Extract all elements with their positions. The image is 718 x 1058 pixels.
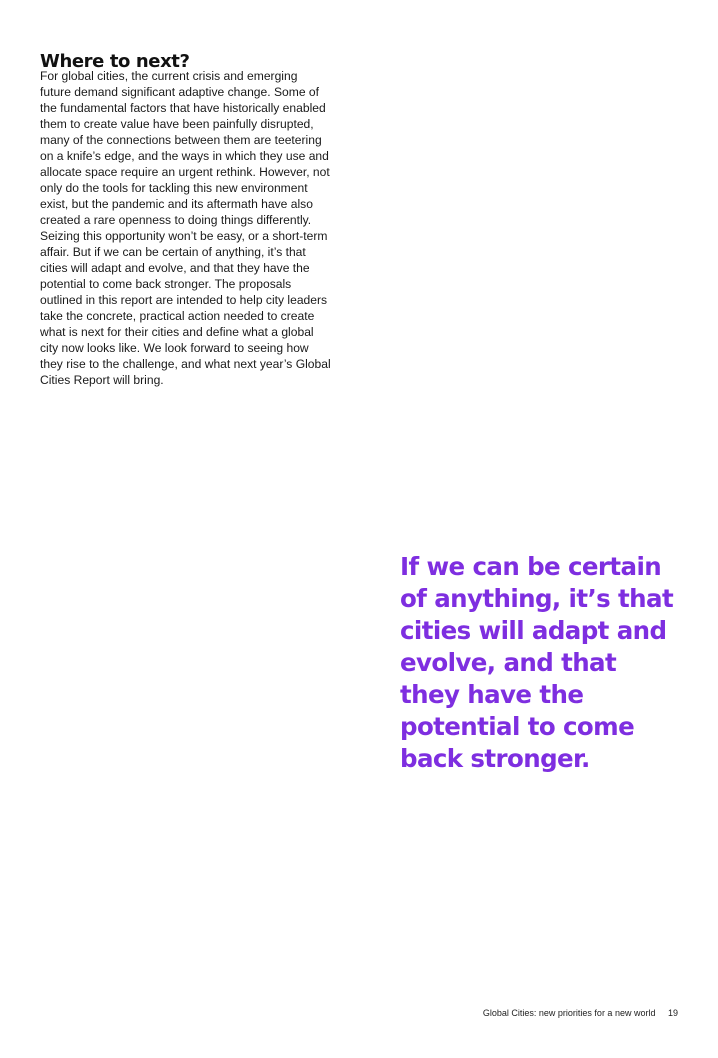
body-line: future demand significant adaptive change. Some of (40, 85, 320, 99)
quote-line: of anything, it’s that (400, 584, 674, 613)
body-line: outlined in this report are intended to help city leaders (40, 293, 328, 307)
body-line: exist, but the pandemic and its aftermath have also (40, 197, 313, 211)
section-heading: Where to next? (40, 50, 190, 72)
quote-line: they have the (400, 680, 584, 709)
body-line: city now looks like. We look forward to seeing how (40, 341, 309, 355)
body-line: take the concrete, practical action needed to create (40, 309, 315, 323)
page-number: 19 (667, 1008, 678, 1018)
body-paragraph (40, 68, 352, 388)
body-line: they rise to the challenge, and what next year’s Global (40, 357, 331, 371)
pull-quote (400, 551, 700, 775)
body-line: many of the connections between them are teetering (40, 133, 322, 147)
quote-line: back stronger. (400, 744, 590, 773)
body-line: on a knife’s edge, and the ways in which they use and (40, 149, 329, 163)
body-line: only do the tools for tackling this new environment (40, 181, 308, 195)
body-line: cities will adapt and evolve, and that they have the (40, 261, 310, 275)
quote-line: evolve, and that (400, 648, 617, 677)
body-line: allocate space require an urgent rethink. However, not (40, 165, 330, 179)
page-footer (483, 1008, 678, 1018)
quote-line: If we can be certain (400, 552, 662, 581)
body-line: what is next for their cities and define what a global (40, 325, 314, 339)
body-line: them to create value have been painfully disrupted, (40, 117, 314, 131)
body-line: the fundamental factors that have historically enabled (40, 101, 326, 115)
body-line: Seizing this opportunity won’t be easy, or a short-term (40, 229, 328, 243)
body-line: Cities Report will bring. (40, 373, 164, 387)
body-line: potential to come back stronger. The proposals (40, 277, 292, 291)
quote-line: cities will adapt and (400, 616, 667, 645)
body-line: For global cities, the current crisis and emerging (40, 69, 298, 83)
footer-title: Global Cities: new priorities for a new world (482, 1008, 656, 1018)
body-line: affair. But if we can be certain of anything, it’s that (40, 245, 306, 259)
quote-line: potential to come (400, 712, 635, 741)
body-line: created a rare openness to doing things differently. (40, 213, 312, 227)
